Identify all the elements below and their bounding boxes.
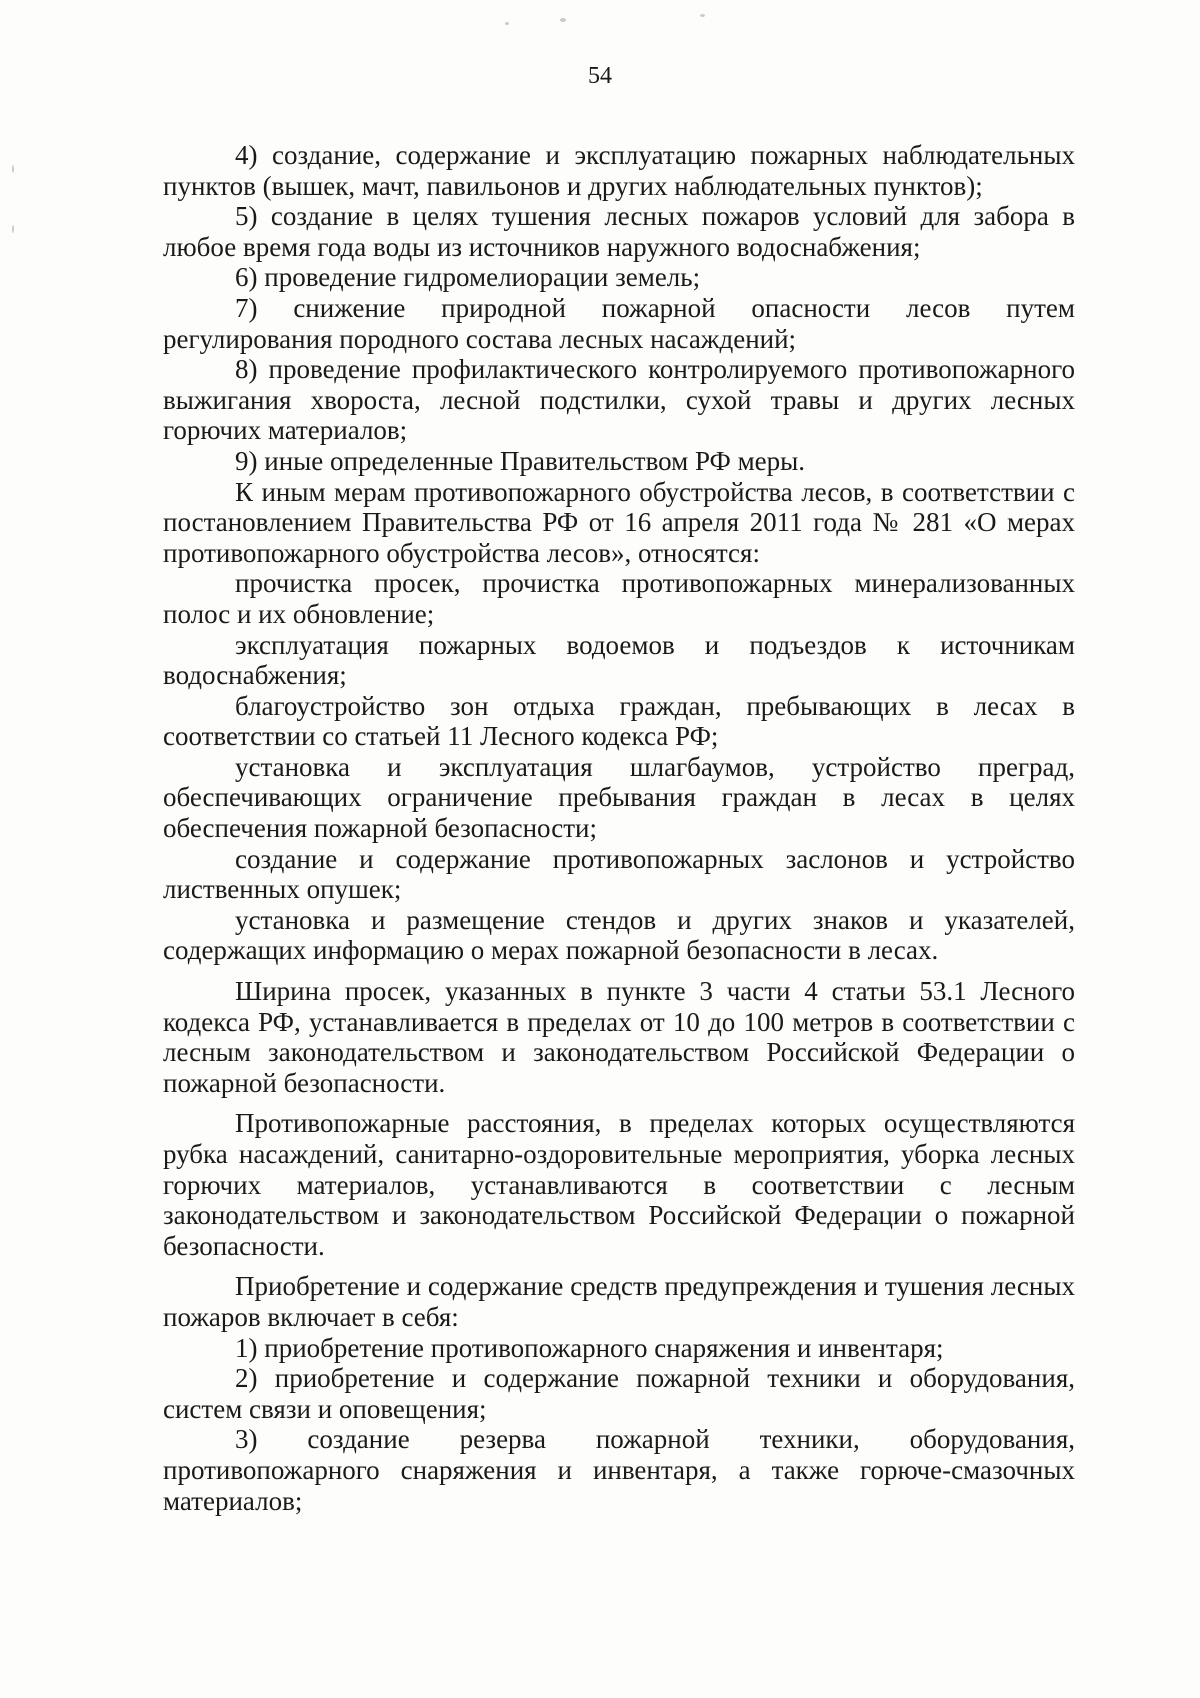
clearing-width-paragraph: Ширина просек, указанных в пункте 3 части 4 статьи 53.1 Лесного кодекса РФ, устанавливается в пределах от 10 до 100 метров в соответствии с лесным законодательством и законодательством Российской Федерации о пожарной безопасности.: [163, 976, 1075, 1098]
list-item-4: 4) создание, содержание и эксплуатацию пожарных наблюдательных пунктов (вышек, мачт, павильонов и других наблюдательных пунктов);: [163, 140, 1075, 201]
equipment-intro-paragraph: Приобретение и содержание средств предупреждения и тушения лесных пожаров включает в себя:: [163, 1271, 1075, 1332]
scan-speck: [12, 225, 14, 233]
page-number: 54: [588, 63, 612, 89]
scan-speck: [560, 18, 566, 22]
list-item-9: 9) иные определенные Правительством РФ меры.: [235, 445, 806, 476]
document-body: [163, 140, 1075, 1516]
equipment-item-2: 2) приобретение и содержание пожарной техники и оборудования, систем связи и оповещения;: [163, 1363, 1075, 1424]
measure-item: создание и содержание противопожарных заслонов и устройство лиственных опушек;: [163, 843, 1075, 905]
fire-distances-paragraph: Противопожарные расстояния, в пределах которых осуществляются рубка насаждений, санитарно-оздоровительные мероприятия, уборка лесных горючих материалов, устанавливаются в соответствии с лесным законодательством и законодательством Российской Федерации о пожарной безопасности.: [163, 1108, 1075, 1261]
measures-intro-paragraph: К иным мерам противопожарного обустройства лесов, в соответствии с постановлением Правительства РФ от 16 апреля 2011 года № 281 «О мерах противопожарного обустройства лесов», относятся:: [163, 476, 1075, 568]
list-item-6: 6) проведение гидромелиорации земель;: [235, 262, 701, 293]
list-item-7: 7) снижение природной пожарной опасности лесов путем регулирования породного состава лесных насаждений;: [163, 292, 1075, 354]
list-item-5: 5) создание в целях тушения лесных пожаров условий для забора в любое время года воды из источников наружного водоснабжения;: [163, 201, 1075, 262]
scan-speck: [505, 22, 509, 25]
equipment-item-1: 1) приобретение противопожарного снаряжения и инвентаря;: [235, 1332, 944, 1363]
measure-item: установка и эксплуатация шлагбаумов, устройство преград, обеспечивающих ограничение пребывания граждан в лесах в целях обеспечения пожарной безопасности;: [163, 751, 1075, 844]
list-item-8: 8) проведение профилактического контролируемого противопожарного выжигания хвороста, лесной подстилки, сухой травы и других лесных горючих материалов;: [163, 354, 1075, 446]
measure-item: установка и размещение стендов и других знаков и указателей, содержащих информацию о мерах пожарной безопасности в лесах.: [163, 904, 1075, 966]
scan-speck: [700, 14, 705, 17]
measure-item: прочистка просек, прочистка противопожарных минерализованных полос и их обновление;: [163, 568, 1075, 629]
equipment-item-3: 3) создание резерва пожарной техники, оборудования, противопожарного снаряжения и инвентаря, а также горюче-смазочных материалов;: [163, 1424, 1075, 1516]
measure-item: эксплуатация пожарных водоемов и подъездов к источникам водоснабжения;: [163, 629, 1075, 691]
measure-item: благоустройство зон отдыха граждан, пребывающих в лесах в соответствии со статьей 11 Лесного кодекса РФ;: [163, 690, 1075, 752]
scan-speck: [12, 165, 14, 173]
